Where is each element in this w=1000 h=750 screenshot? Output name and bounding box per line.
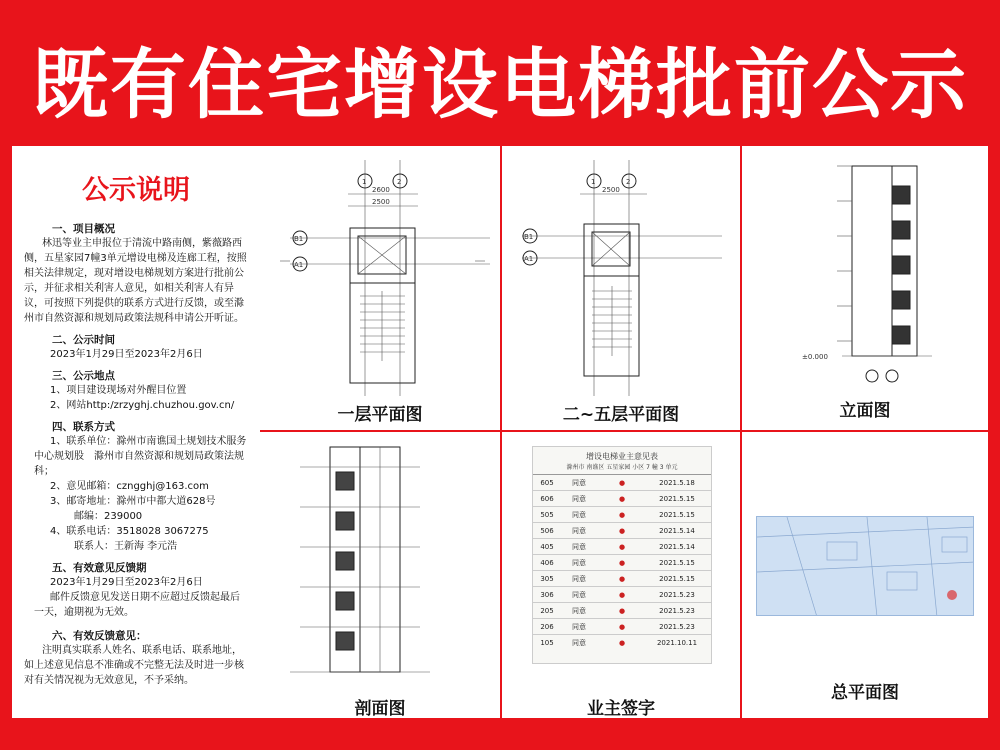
- siteplan-drawing: [757, 517, 974, 616]
- section-line: 1、项目建设现场对外醒目位置: [50, 385, 187, 396]
- section-title: 一、项目概况: [52, 223, 115, 235]
- dim-top: 2600: [372, 186, 390, 194]
- email-link[interactable]: 2、意见邮箱：czngghj@163.com: [50, 481, 209, 492]
- floor1-plan-drawing: [260, 146, 500, 430]
- room-number: 506: [540, 527, 554, 535]
- section-line: 邮编：239000: [74, 511, 143, 522]
- sheet-subtitle: 滁州市 南谯区 五星家园 小区 7 幢 3 单元: [566, 464, 678, 471]
- section-title: 五、有效意见反馈期: [52, 562, 147, 574]
- opinion: 同意: [572, 575, 586, 583]
- table-row: [533, 603, 711, 619]
- axis-b1-label: B1: [524, 233, 534, 241]
- axis-b1-label: B1: [294, 235, 304, 243]
- section-line: 联系人：王新海 李元浩: [74, 541, 178, 552]
- signature-mark: ●: [618, 511, 626, 519]
- siteplan-caption: 总平面图: [831, 683, 899, 703]
- signature-mark: ●: [618, 607, 626, 615]
- signatures-panel: [502, 432, 740, 718]
- floors2to5-plan-panel: [502, 146, 740, 430]
- room-number: 406: [540, 559, 554, 567]
- floors2to5-caption: 二~五层平面图: [562, 405, 680, 425]
- floor1-caption: 一层平面图: [337, 405, 423, 425]
- signature-mark: ●: [618, 639, 626, 647]
- elevation-panel: [742, 146, 988, 430]
- sheet-title: 增设电梯业主意见表: [586, 452, 658, 461]
- table-row: [533, 635, 711, 651]
- dim-top: 2500: [602, 186, 620, 194]
- axis-a1-label: A1: [294, 261, 304, 269]
- section-caption: 剖面图: [354, 699, 406, 718]
- room-number: 205: [540, 607, 554, 615]
- section-line: 2023年1月29日至2023年2月6日: [50, 577, 203, 588]
- table-row: [533, 555, 711, 571]
- opinion: 同意: [572, 591, 586, 599]
- table-row: [533, 523, 711, 539]
- date: 2021.5.15: [659, 575, 695, 583]
- room-number: 505: [540, 511, 554, 519]
- siteplan-map: [756, 516, 974, 616]
- room-number: 206: [540, 623, 554, 631]
- table-row: [533, 539, 711, 555]
- date: 2021.5.23: [659, 623, 695, 631]
- elevation-caption: 立面图: [839, 401, 891, 421]
- axis-a1-label: A1: [524, 255, 534, 263]
- elevation-drawing: [742, 146, 988, 430]
- date: 2021.5.23: [659, 591, 695, 599]
- table-row: [533, 491, 711, 507]
- signature-mark: ●: [618, 543, 626, 551]
- section-line: 4、联系电话：3518028 3067275: [50, 526, 209, 537]
- section-title: 二、公示时间: [52, 334, 115, 346]
- signature-rows: [533, 474, 711, 651]
- floor1-plan-panel: [260, 146, 500, 430]
- section-line: 1、联系单位：滁州市南谯国土规划技术服务中心规划股 滁州市自然资源和规划局政策法规科；: [34, 436, 247, 477]
- signatures-caption: 业主签字: [587, 699, 655, 718]
- signature-mark: ●: [618, 495, 626, 503]
- axis-2-label: 2: [397, 178, 402, 186]
- section-panel: [260, 432, 500, 718]
- signature-mark: ●: [618, 559, 626, 567]
- room-number: 405: [540, 543, 554, 551]
- table-row: [533, 619, 711, 635]
- date: 2021.5.14: [659, 543, 695, 551]
- section-drawing: [260, 432, 500, 718]
- opinion: 同意: [572, 511, 586, 519]
- room-number: 605: [540, 479, 554, 487]
- opinion: 同意: [572, 623, 586, 631]
- axis-1-label: 1: [362, 178, 367, 186]
- date: 2021.5.15: [659, 559, 695, 567]
- elevation-base-label: ±0.000: [802, 353, 828, 361]
- date: 2021.5.18: [659, 479, 695, 487]
- section-body: 注明真实联系人姓名、联系电话、联系地址，如上述意见信息不准确或不完整无法及时进一步核对有关情况视为无效意见，不予采纳。: [24, 645, 244, 686]
- opinion: 同意: [572, 607, 586, 615]
- date: 2021.5.23: [659, 607, 695, 615]
- section-body: 林迅等业主申报位于清流中路南侧，紫薇路西侧，五星家园7幢3单元增设电梯及连廊工程，按照相关法律规定，现对增设电梯规划方案进行批前公示，并征求相关利害人意见，如相关利害人有异议，可按照下列提供的联系方式进行反馈，或至滁州市自然资源和规划局政策法规科申请公开听证。: [24, 238, 247, 324]
- notice-heading: 公示说明: [82, 175, 190, 206]
- table-row: [533, 587, 711, 603]
- date: 2021.10.11: [656, 639, 698, 647]
- notice-panel: [12, 146, 260, 718]
- opinion: 同意: [572, 495, 586, 503]
- date: 2021.5.15: [659, 511, 695, 519]
- table-row: [533, 507, 711, 523]
- section-line: 邮件反馈意见发送日期不应超过反馈起最后一天，逾期视为无效。: [34, 592, 240, 618]
- room-number: 606: [540, 495, 554, 503]
- axis-1-label: 1: [591, 178, 596, 186]
- signature-mark: ●: [618, 479, 626, 487]
- axis-2-label: 2: [626, 178, 631, 186]
- signature-mark: ●: [618, 527, 626, 535]
- signature-sheet: [532, 446, 712, 664]
- table-row: [533, 571, 711, 587]
- room-number: 306: [540, 591, 554, 599]
- table-row: [533, 475, 711, 491]
- date: 2021.5.15: [659, 495, 695, 503]
- section-title: 六、有效反馈意见：: [52, 630, 147, 642]
- siteplan-panel: [742, 432, 988, 718]
- opinion: 同意: [572, 639, 586, 647]
- opinion: 同意: [572, 479, 586, 487]
- section-title: 四、联系方式: [52, 421, 115, 433]
- signature-mark: ●: [618, 575, 626, 583]
- website-link[interactable]: 2、网站http:/zrzyghj.chuzhou.gov.cn/: [50, 400, 235, 411]
- opinion: 同意: [572, 559, 586, 567]
- signature-mark: ●: [618, 591, 626, 599]
- section-line: 2023年1月29日至2023年2月6日: [50, 349, 203, 360]
- section-title: 三、公示地点: [52, 370, 115, 382]
- page-title: 既有住宅增设电梯批前公示: [32, 40, 968, 129]
- floors2to5-plan-drawing: [502, 146, 740, 430]
- opinion: 同意: [572, 527, 586, 535]
- date: 2021.5.14: [659, 527, 695, 535]
- dim-mid: 2500: [372, 198, 390, 206]
- section-line: 3、邮寄地址：滁州市中都大道628号: [50, 496, 216, 507]
- opinion: 同意: [572, 543, 586, 551]
- room-number: 105: [540, 639, 554, 647]
- signature-mark: ●: [618, 623, 626, 631]
- room-number: 305: [540, 575, 554, 583]
